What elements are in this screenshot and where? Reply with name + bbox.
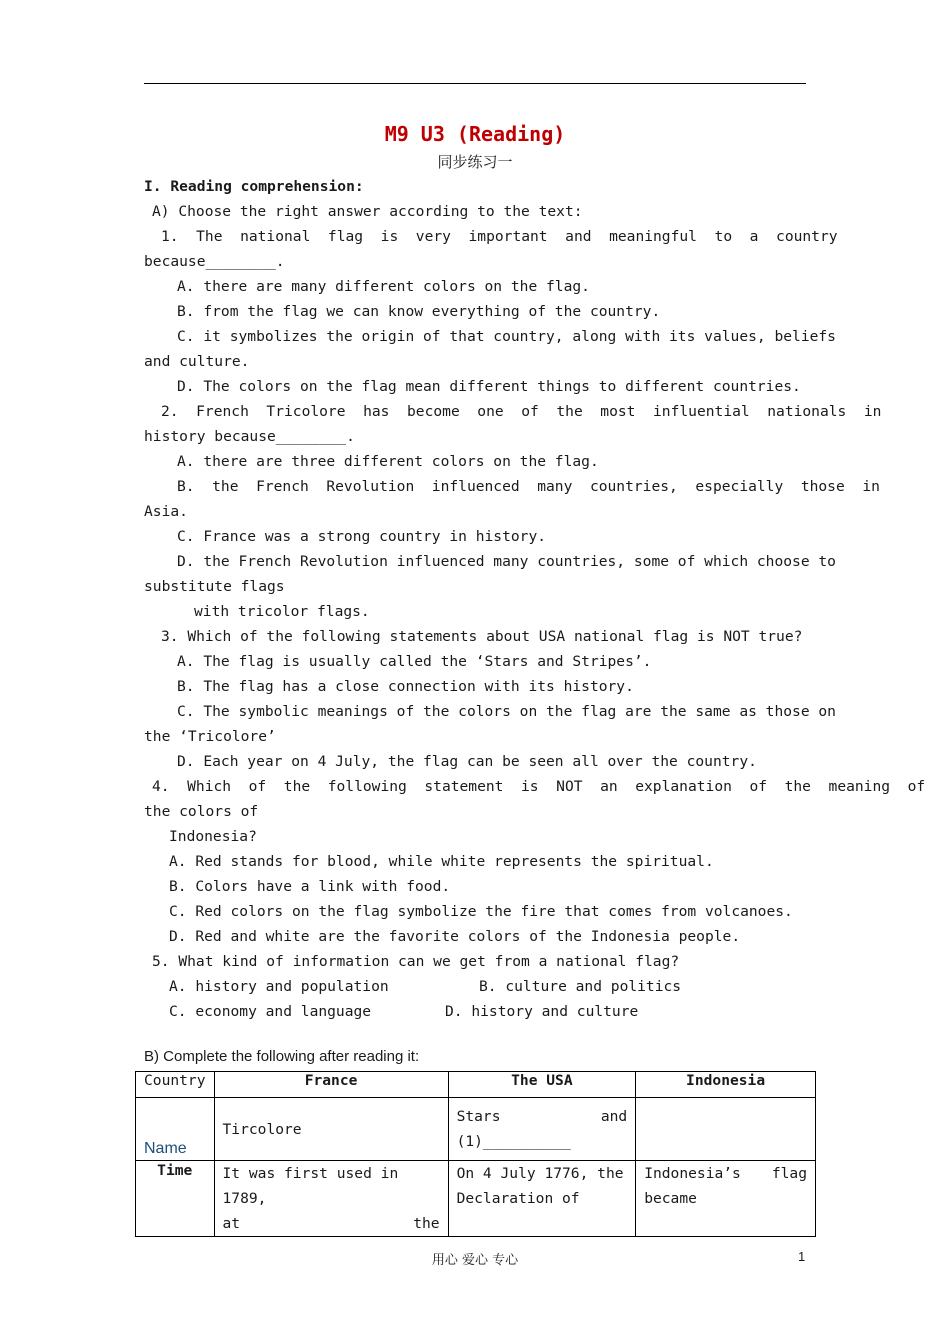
france-time-word-the: the [413,1215,440,1232]
q1-stem: 1. The national flag is very important and meaningful to a country [161,228,838,245]
q5-option-a: A. history and population [169,978,389,995]
q5-option-d: D. history and culture [445,1003,639,1020]
q2-option-b: B. the French Revolution influenced many countries, especially those in [177,478,880,495]
q3-option-b: B. The flag has a close connection with its history. [177,678,634,695]
q4-stem: 4. Which of the following statement is NOT an explanation of the meaning of [152,778,926,795]
usa-name-word1: Stars [456,1108,501,1125]
table-row-time [136,1161,816,1237]
indonesia-time-word1: Indonesia’s [644,1165,741,1182]
q3-option-c-cont: the ‘Tricolore’ [144,728,276,745]
cell-indonesia-time [636,1161,816,1237]
q2-option-d-cont: substitute flags [144,578,285,595]
page-subtitle: 同步练习一 [437,153,513,171]
q2-option-b-cont: Asia. [144,503,188,520]
cell-france-name [214,1098,448,1161]
france-name-value: Tircolore [222,1120,302,1138]
q2-option-d-cont2: with tricolor flags. [194,603,370,620]
q1-option-b: B. from the flag we can know everything of the country. [177,303,661,320]
page-title: M9 U3 (Reading) [384,122,566,146]
page-number: 1 [798,1249,806,1264]
header-rule [144,83,806,84]
q1-option-d: D. The colors on the flag mean different things to different countries. [177,378,801,395]
cell-indonesia-name[interactable] [636,1098,816,1161]
usa-name-line1 [457,1104,628,1129]
q5-stem: 5. What kind of information can we get from a national flag? [152,953,680,970]
cell-usa-name[interactable] [448,1098,636,1161]
row-label-time: Time [136,1161,215,1237]
section-heading: I. Reading comprehension: [144,178,364,195]
q5-option-b: B. culture and politics [479,978,682,995]
q3-option-a: A. The flag is usually called the ‘Stars and Stripes’. [177,653,652,670]
q3-option-c: C. The symbolic meanings of the colors on the flag are the same as those on [177,703,836,720]
indonesia-time-line1 [644,1161,807,1186]
usa-name-word2: and [600,1108,628,1125]
usa-time-line2: Declaration of [456,1190,580,1207]
q3-option-d: D. Each year on 4 July, the flag can be seen all over the country. [177,753,757,770]
france-time-line1: It was first used in 1789, [222,1165,399,1207]
france-time-word-at: at [222,1215,241,1232]
q1-stem-cont: because________. [144,253,285,270]
q2-stem: 2. French Tricolore has become one of the most influential nationals in [161,403,882,420]
header-country: Country [136,1072,215,1098]
header-usa: The USA [448,1072,636,1098]
q4-stem-cont: the colors of [144,803,259,820]
q4-option-d: D. Red and white are the favorite colors of the Indonesia people. [169,928,741,945]
indonesia-time-word2: flag [771,1165,807,1182]
cell-usa-time [448,1161,636,1237]
row-label-name [136,1098,215,1161]
usa-name-blank-1[interactable]: (1)__________ [456,1133,571,1150]
indonesia-time-line2: became [644,1190,697,1207]
name-label: Name [144,1140,187,1157]
usa-time-line1: On 4 July 1776, the [456,1165,624,1182]
q5-option-c: C. economy and language [169,1003,372,1020]
q2-stem-cont: history because________. [144,428,355,445]
header-france: France [214,1072,448,1098]
france-time-line2 [223,1211,440,1236]
part-b-instruction: B) Complete the following after reading it: [144,1048,420,1065]
part-a-instruction: A) Choose the right answer according to the text: [152,203,583,220]
q4-option-a: A. Red stands for blood, while white represents the spiritual. [169,853,714,870]
q2-option-a: A. there are three different colors on the flag. [177,453,599,470]
table-row-name [136,1098,816,1161]
cell-france-time [214,1161,448,1237]
q1-option-a: A. there are many different colors on the flag. [177,278,590,295]
q4-stem-cont2: Indonesia? [169,828,257,845]
q2-option-d: D. the French Revolution influenced many countries, some of which choose to [177,553,836,570]
q4-option-c: C. Red colors on the flag symbolize the fire that comes from volcanoes. [169,903,793,920]
q4-option-b: B. Colors have a link with food. [169,878,451,895]
header-indonesia: Indonesia [636,1072,816,1098]
q1-option-c: C. it symbolizes the origin of that country, along with its values, beliefs [177,328,836,345]
table-header-row [136,1072,816,1098]
flag-table [135,1071,816,1237]
q1-option-c-cont: and culture. [144,353,250,370]
q2-option-c: C. France was a strong country in history. [177,528,547,545]
footer-motto: 用心 爱心 专心 [431,1253,519,1268]
q3-stem: 3. Which of the following statements about USA national flag is NOT true? [161,628,803,645]
